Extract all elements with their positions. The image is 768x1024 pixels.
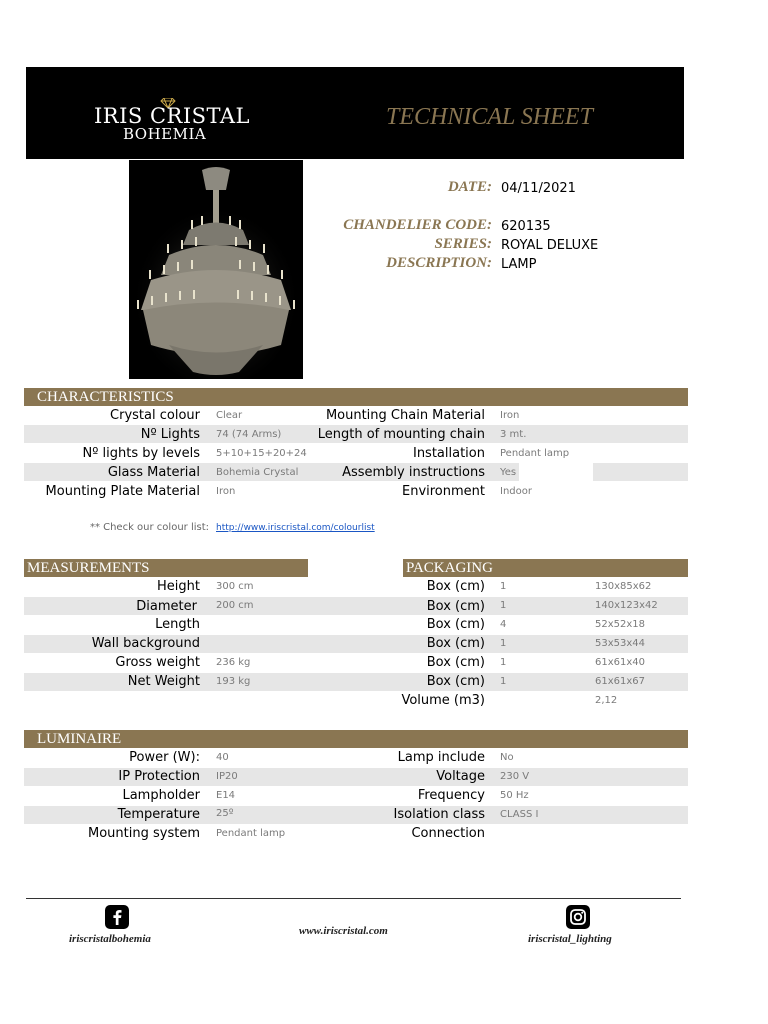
characteristic-label: Glass Material xyxy=(107,465,200,480)
luminaire-value: CLASS I xyxy=(500,809,539,820)
luminaire-value: 40 xyxy=(216,752,229,763)
facebook-handle[interactable]: iriscristalbohemia xyxy=(69,933,151,945)
characteristic-value: Iron xyxy=(216,486,236,497)
luminaire-label: Connection xyxy=(411,826,485,841)
description-label: DESCRIPTION: xyxy=(386,255,492,271)
packaging-dims: 53x53x44 xyxy=(595,638,646,649)
luminaire-label: IP Protection xyxy=(118,769,200,784)
luminaire-label: Temperature xyxy=(117,807,200,822)
colour-list-note: ** Check our colour list: xyxy=(89,522,209,533)
measurement-label: Net Weight xyxy=(127,674,200,689)
brand-name: IRIS CRISTAL xyxy=(94,104,250,128)
packaging-label: Box (cm) xyxy=(426,636,485,651)
characteristics-header: CHARACTERISTICS xyxy=(24,388,688,406)
characteristic-label: Installation xyxy=(412,446,485,461)
characteristic-value: Pendant lamp xyxy=(500,448,570,459)
packaging-dims: 61x61x40 xyxy=(595,657,646,668)
date-label: DATE: xyxy=(447,179,492,195)
packaging-dims: 130x85x62 xyxy=(595,581,652,592)
luminaire-label: Voltage xyxy=(436,769,485,784)
characteristic-label: Nº Lights xyxy=(140,427,200,442)
luminaire-value: 50 Hz xyxy=(500,790,529,801)
footer-divider xyxy=(26,898,681,899)
packaging-qty: 1 xyxy=(500,581,507,592)
packaging-label: Box (cm) xyxy=(426,579,485,594)
measurement-label: Wall background xyxy=(91,636,200,651)
measurement-label: Gross weight xyxy=(115,655,200,670)
packaging-label: Box (cm) xyxy=(426,655,485,670)
characteristic-label: Assembly instructions xyxy=(342,465,485,480)
characteristic-label: Nº lights by levels xyxy=(82,446,200,461)
characteristic-value: Iron xyxy=(500,410,520,421)
volume-value: 2,12 xyxy=(595,695,618,706)
packaging-qty: 1 xyxy=(500,676,507,687)
characteristic-label: Mounting Plate Material xyxy=(45,484,200,499)
packaging-dims: 52x52x18 xyxy=(595,619,646,630)
measurement-value: 300 cm xyxy=(216,581,254,592)
luminaire-value: Pendant lamp xyxy=(216,828,286,839)
luminaire-label: Power (W): xyxy=(129,750,200,765)
packaging-qty: 1 xyxy=(500,638,507,649)
brand-logo xyxy=(94,104,250,144)
luminaire-value: 25º xyxy=(216,808,234,819)
characteristic-label: Environment xyxy=(401,484,485,499)
packaging-label: Box (cm) xyxy=(426,599,485,614)
measurement-label: Height xyxy=(157,579,200,594)
luminaire-value: No xyxy=(500,752,514,763)
series-value: ROYAL DELUXE xyxy=(501,238,599,253)
characteristic-label: Crystal colour xyxy=(110,408,200,423)
volume-label: Volume (m3) xyxy=(401,693,485,708)
facebook-icon[interactable] xyxy=(105,905,129,929)
packaging-dims: 140x123x42 xyxy=(595,600,658,611)
packaging-qty: 1 xyxy=(500,657,507,668)
characteristic-value: 5+10+15+20+24 xyxy=(216,448,307,459)
instagram-handle[interactable]: iriscristal_lighting xyxy=(528,933,612,945)
luminaire-label: Isolation class xyxy=(393,807,485,822)
chandelier-code-label: CHANDELIER CODE: xyxy=(343,217,492,233)
brand-subname: BOHEMIA xyxy=(123,125,207,143)
characteristic-value: Indoor xyxy=(500,486,532,497)
luminaire-header: LUMINAIRE xyxy=(24,730,688,748)
luminaire-value: IP20 xyxy=(216,771,238,782)
colour-list-link[interactable]: http://www.iriscristal.com/colourlist xyxy=(216,523,375,533)
characteristic-value: Yes xyxy=(500,467,517,478)
characteristic-value: 3 mt. xyxy=(500,429,527,440)
packaging-dims: 61x61x67 xyxy=(595,676,646,687)
description-value: LAMP xyxy=(501,257,537,272)
characteristic-value: Clear xyxy=(216,410,243,421)
series-label: SERIES: xyxy=(434,236,492,252)
measurement-label: Length xyxy=(155,617,200,632)
luminaire-label: Lamp include xyxy=(397,750,485,765)
characteristic-label: Length of mounting chain xyxy=(317,427,485,442)
packaging-header: PACKAGING xyxy=(403,559,688,577)
characteristic-value: 74 (74 Arms) xyxy=(216,429,282,440)
characteristic-label: Mounting Chain Material xyxy=(325,408,485,423)
luminaire-value: E14 xyxy=(216,790,236,801)
packaging-label: Box (cm) xyxy=(426,617,485,632)
measurement-value: 236 kg xyxy=(216,657,251,668)
instagram-icon[interactable] xyxy=(566,905,590,929)
measurement-value: 200 cm xyxy=(216,600,254,611)
measurements-header: MEASUREMENTS xyxy=(24,559,308,577)
luminaire-label: Mounting system xyxy=(88,826,200,841)
packaging-qty: 1 xyxy=(500,600,507,611)
measurement-label: Diameter xyxy=(136,599,197,614)
luminaire-value: 230 V xyxy=(500,771,530,782)
website-link[interactable]: www.iriscristal.com xyxy=(299,925,388,937)
page-title: TECHNICAL SHEET xyxy=(386,104,593,130)
characteristic-value: Bohemia Crystal xyxy=(216,467,299,478)
luminaire-label: Lampholder xyxy=(122,788,200,803)
packaging-qty: 4 xyxy=(500,619,507,630)
stripe-gap xyxy=(519,463,593,481)
date-value: 04/11/2021 xyxy=(501,181,576,196)
chandelier-code-value: 620135 xyxy=(501,219,551,234)
measurement-value: 193 kg xyxy=(216,676,251,687)
packaging-label: Box (cm) xyxy=(426,674,485,689)
luminaire-label: Frequency xyxy=(417,788,485,803)
